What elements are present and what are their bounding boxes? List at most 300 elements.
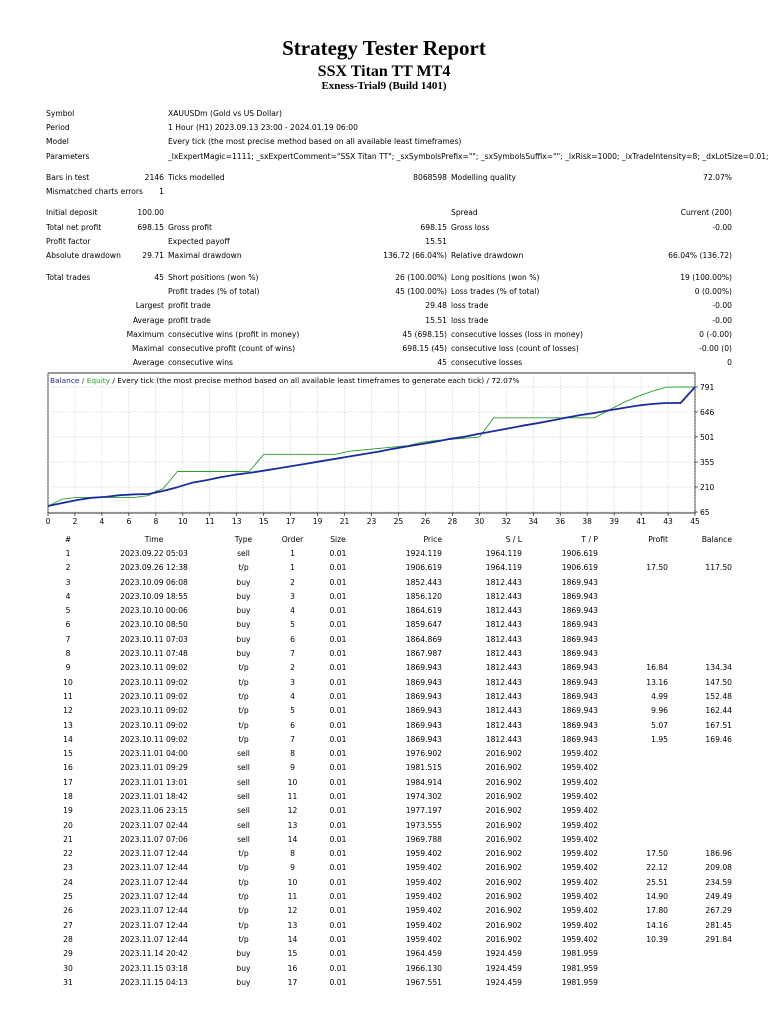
table-cell bbox=[600, 947, 670, 961]
table-cell bbox=[670, 789, 734, 803]
table-cell: t/p bbox=[238, 677, 249, 687]
table-cell: 1869.943 bbox=[561, 663, 598, 673]
table-cell: sell bbox=[237, 820, 250, 830]
table-cell: 1852.443 bbox=[405, 577, 442, 587]
table-cell: 12 bbox=[287, 906, 298, 916]
table-cell: 17 bbox=[63, 777, 73, 787]
trades-header-cell: Time bbox=[144, 534, 164, 544]
table-cell: 147.50 bbox=[705, 677, 732, 687]
table-cell: 2016.902 bbox=[485, 849, 522, 859]
table-cell: 0.01 bbox=[329, 906, 347, 916]
long-positions-label: Long positions (won %) bbox=[451, 272, 540, 282]
table-cell: 2016.902 bbox=[485, 749, 522, 759]
table-cell: 2016.902 bbox=[485, 934, 522, 944]
x-tick-label: 6 bbox=[126, 517, 132, 526]
table-cell bbox=[600, 789, 670, 803]
trades-header-cell: Price bbox=[423, 534, 442, 544]
table-cell: buy bbox=[236, 949, 251, 959]
table-cell: 1856.120 bbox=[405, 591, 442, 601]
table-cell: 2023.11.15 04:13 bbox=[120, 977, 188, 987]
table-cell: 2023.11.07 07:06 bbox=[120, 834, 188, 844]
table-cell: 1959.402 bbox=[405, 934, 442, 944]
trades-table bbox=[44, 532, 734, 990]
table-cell bbox=[670, 646, 734, 660]
table-cell: 1959.402 bbox=[561, 763, 598, 773]
x-tick-label: 21 bbox=[339, 517, 350, 526]
table-cell: 162.44 bbox=[705, 706, 732, 716]
table-cell: 5.07 bbox=[651, 720, 668, 730]
table-cell: 1959.402 bbox=[561, 849, 598, 859]
short-positions-label: Short positions (won %) bbox=[168, 272, 259, 282]
table-cell: 1.95 bbox=[651, 734, 668, 744]
table-cell: 13 bbox=[287, 820, 298, 830]
table-cell: buy bbox=[236, 620, 251, 630]
long-positions-value: 19 (100.00%) bbox=[680, 272, 732, 282]
table-cell: 2 bbox=[290, 663, 295, 673]
profit-trades-row bbox=[44, 284, 734, 298]
table-cell: 1 bbox=[290, 548, 295, 558]
y-tick-label: 646 bbox=[700, 407, 715, 417]
table-cell: 134.34 bbox=[705, 663, 732, 673]
table-cell: sell bbox=[237, 763, 250, 773]
model-label: Model bbox=[46, 137, 69, 147]
table-cell: 1864.619 bbox=[405, 606, 442, 616]
table-cell: 13.16 bbox=[646, 677, 668, 687]
table-cell: 1867.987 bbox=[405, 649, 442, 659]
table-cell: 1869.943 bbox=[405, 734, 442, 744]
table-cell: 16.84 bbox=[646, 663, 668, 673]
table-cell: 1869.943 bbox=[405, 663, 442, 673]
trades-header-row bbox=[44, 532, 734, 546]
table-cell: 0.01 bbox=[329, 977, 347, 987]
total-trades-label: Total trades bbox=[46, 272, 91, 282]
table-cell: 10 bbox=[63, 677, 73, 687]
table-cell: 152.48 bbox=[705, 691, 732, 701]
table-cell: 1812.443 bbox=[485, 577, 522, 587]
table-cell: 2016.902 bbox=[485, 920, 522, 930]
abs-drawdown-value: 29.71 bbox=[142, 251, 164, 261]
table-cell: 14 bbox=[63, 734, 73, 744]
table-cell: 2016.902 bbox=[485, 892, 522, 902]
table-cell: 0.01 bbox=[329, 963, 347, 973]
table-row bbox=[44, 918, 734, 932]
table-cell: 2023.10.10 00:06 bbox=[120, 606, 188, 616]
table-cell: 0.01 bbox=[329, 606, 347, 616]
table-cell: 2023.11.07 12:44 bbox=[120, 877, 188, 887]
profit-trades-value: 45 (100.00%) bbox=[395, 286, 447, 296]
table-cell: 0.01 bbox=[329, 777, 347, 787]
table-cell: 1964.119 bbox=[485, 563, 522, 573]
table-cell: 2016.902 bbox=[485, 906, 522, 916]
avg-consec-losses-value: 0 bbox=[727, 358, 732, 368]
total-trades-row bbox=[44, 270, 734, 284]
model-value: Every tick (the most precise method based on all available least timeframes) bbox=[168, 137, 462, 147]
largest-label: Largest bbox=[135, 301, 164, 311]
table-cell: 1924.119 bbox=[405, 548, 442, 558]
short-positions-value: 26 (100.00%) bbox=[395, 272, 447, 282]
table-cell: 1869.943 bbox=[561, 577, 598, 587]
x-tick-label: 17 bbox=[285, 517, 296, 526]
table-cell: 14.90 bbox=[646, 892, 668, 902]
table-cell: buy bbox=[236, 634, 251, 644]
table-cell: 0.01 bbox=[329, 920, 347, 930]
x-tick-label: 28 bbox=[447, 517, 458, 526]
table-cell bbox=[600, 775, 670, 789]
table-cell: 0.01 bbox=[329, 791, 347, 801]
table-cell: 9 bbox=[65, 663, 71, 673]
gross-loss-label: Gross loss bbox=[451, 222, 490, 232]
quality-value: 72.07% bbox=[703, 172, 732, 182]
y-tick-label: 501 bbox=[700, 432, 715, 442]
table-cell: 13 bbox=[63, 720, 73, 730]
table-cell bbox=[670, 775, 734, 789]
table-cell: 0.01 bbox=[329, 763, 347, 773]
table-cell: 2023.11.06 23:15 bbox=[120, 806, 188, 816]
table-cell: 1924.459 bbox=[485, 949, 522, 959]
table-cell: 0.01 bbox=[329, 691, 347, 701]
table-cell: 0.01 bbox=[329, 849, 347, 859]
table-cell: 12 bbox=[63, 706, 73, 716]
table-cell: 0.01 bbox=[329, 634, 347, 644]
table-cell: 11 bbox=[287, 892, 298, 902]
table-cell: 0.01 bbox=[329, 649, 347, 659]
x-tick-label: 38 bbox=[582, 517, 592, 526]
x-tick-label: 32 bbox=[501, 517, 512, 526]
net-profit-row bbox=[44, 220, 734, 234]
table-cell: 1981.515 bbox=[405, 763, 442, 773]
table-cell: 0.01 bbox=[329, 706, 347, 716]
model-row bbox=[44, 135, 734, 149]
largest-profit-value: 29.48 bbox=[425, 301, 447, 311]
table-cell: 0.01 bbox=[329, 734, 347, 744]
table-row bbox=[44, 575, 734, 589]
table-cell: 24 bbox=[63, 877, 73, 887]
table-cell: 1869.943 bbox=[561, 720, 598, 730]
table-cell: t/p bbox=[238, 706, 249, 716]
table-row bbox=[44, 718, 734, 732]
table-cell: 2023.11.07 12:44 bbox=[120, 920, 188, 930]
table-cell: 1812.443 bbox=[485, 649, 522, 659]
table-cell: t/p bbox=[238, 934, 249, 944]
table-cell: 1 bbox=[290, 563, 295, 573]
table-cell: 13 bbox=[287, 920, 298, 930]
trades-header-cell: Type bbox=[234, 534, 253, 544]
symbol-label: Symbol bbox=[46, 108, 75, 118]
table-cell: 2023.10.11 09:02 bbox=[120, 734, 188, 744]
largest-profit-label: profit trade bbox=[168, 301, 211, 311]
table-cell: 2016.902 bbox=[485, 820, 522, 830]
table-cell: 2016.902 bbox=[485, 777, 522, 787]
table-cell: 25.51 bbox=[646, 877, 668, 887]
avg-consec-wins-label: consecutive wins bbox=[168, 358, 234, 368]
loss-trades-label: Loss trades (% of total) bbox=[451, 286, 540, 296]
maximal-row bbox=[44, 341, 734, 355]
table-cell: 4 bbox=[290, 606, 295, 616]
table-row bbox=[44, 675, 734, 689]
deposit-value: 100.00 bbox=[137, 208, 164, 218]
x-tick-label: 34 bbox=[528, 517, 539, 526]
quality-label: Modelling quality bbox=[451, 172, 517, 182]
table-cell: 16 bbox=[63, 763, 73, 773]
parameters-value: _lxExpertMagic=1111; _sxExpertComment="SSX Titan TT"; _sxSymbolsPrefix=""; _sxSymbolsSuffix=""; _lxRisk=1000; _lxTradeIntensity=8; _dxLotSize=0.01; bbox=[168, 151, 769, 161]
x-tick-label: 39 bbox=[609, 517, 619, 526]
largest-loss-label: loss trade bbox=[451, 301, 489, 311]
table-cell: 14 bbox=[287, 834, 298, 844]
table-cell: 2023.10.11 09:02 bbox=[120, 663, 188, 673]
table-cell: 2 bbox=[290, 577, 295, 587]
maximum-row bbox=[44, 327, 734, 341]
table-cell: 4 bbox=[290, 691, 295, 701]
profit-factor-row bbox=[44, 234, 734, 248]
x-tick-label: 19 bbox=[312, 517, 323, 526]
mxl-consec-loss-label: consecutive loss (count of losses) bbox=[451, 344, 579, 354]
table-cell: 1959.402 bbox=[405, 906, 442, 916]
table-cell: 2023.11.07 12:44 bbox=[120, 906, 188, 916]
table-cell: t/p bbox=[238, 720, 249, 730]
table-cell: 1924.459 bbox=[485, 977, 522, 987]
table-cell: 2023.09.22 05:03 bbox=[120, 548, 188, 558]
table-cell: 1864.869 bbox=[405, 634, 442, 644]
table-cell: t/p bbox=[238, 906, 249, 916]
table-cell: sell bbox=[237, 749, 250, 759]
table-cell bbox=[670, 603, 734, 617]
table-cell: 18 bbox=[63, 791, 73, 801]
table-cell: 29 bbox=[63, 949, 73, 959]
table-cell: 1812.443 bbox=[485, 663, 522, 673]
table-cell: 1959.402 bbox=[561, 863, 598, 873]
ticks-value: 8068598 bbox=[413, 172, 447, 182]
table-cell: 1924.459 bbox=[485, 963, 522, 973]
x-tick-label: 25 bbox=[393, 517, 404, 526]
deposit-row bbox=[44, 206, 734, 220]
table-cell: 7 bbox=[65, 634, 71, 644]
table-cell: 1869.943 bbox=[561, 677, 598, 687]
table-cell: 28 bbox=[63, 934, 73, 944]
table-cell: 2023.11.07 12:44 bbox=[120, 849, 188, 859]
x-tick-label: 15 bbox=[258, 517, 269, 526]
table-row bbox=[44, 889, 734, 903]
table-cell: 234.59 bbox=[705, 877, 732, 887]
table-cell: 1869.943 bbox=[405, 720, 442, 730]
gross-loss-value: -0.00 bbox=[712, 222, 732, 232]
table-cell: 17.50 bbox=[646, 849, 668, 859]
table-cell bbox=[600, 589, 670, 603]
net-profit-value: 698.15 bbox=[137, 222, 164, 232]
table-cell: 1812.443 bbox=[485, 591, 522, 601]
profit-trades-label: Profit trades (% of total) bbox=[168, 286, 260, 296]
table-cell: buy bbox=[236, 977, 251, 987]
mxl-consec-loss-value: -0.00 (0) bbox=[699, 344, 732, 354]
table-cell: 1959.402 bbox=[561, 934, 598, 944]
table-cell: 117.50 bbox=[705, 563, 732, 573]
table-row bbox=[44, 975, 734, 989]
table-cell: 26 bbox=[63, 906, 73, 916]
table-cell: 4 bbox=[65, 591, 71, 601]
table-cell: 3 bbox=[290, 677, 295, 687]
gross-profit-label: Gross profit bbox=[168, 222, 212, 232]
avg-loss-value: -0.00 bbox=[712, 315, 732, 325]
legend-separator: / bbox=[79, 376, 87, 385]
table-cell: 2023.10.09 06:08 bbox=[120, 577, 188, 587]
table-cell: 1812.443 bbox=[485, 677, 522, 687]
expert-name: SSX Titan TT MT4 bbox=[317, 63, 451, 80]
average-consec-row bbox=[44, 356, 734, 370]
table-cell: 1812.443 bbox=[485, 720, 522, 730]
table-cell: 21 bbox=[63, 834, 73, 844]
table-row bbox=[44, 789, 734, 803]
table-cell: sell bbox=[237, 806, 250, 816]
table-cell: 1812.443 bbox=[485, 606, 522, 616]
spread-label: Spread bbox=[451, 208, 478, 218]
trades-header-cell: Profit bbox=[648, 534, 668, 544]
table-cell bbox=[600, 603, 670, 617]
table-cell: 5 bbox=[65, 606, 71, 616]
trades-header-cell: T / P bbox=[581, 534, 598, 544]
x-tick-label: 11 bbox=[204, 517, 215, 526]
table-cell bbox=[670, 818, 734, 832]
table-cell: 20 bbox=[63, 820, 73, 830]
x-tick-label: 43 bbox=[663, 517, 673, 526]
y-tick-label: 210 bbox=[700, 483, 715, 493]
table-row bbox=[44, 704, 734, 718]
table-cell: 6 bbox=[65, 620, 71, 630]
trades-header-cell: Order bbox=[281, 534, 304, 544]
table-cell bbox=[670, 832, 734, 846]
table-cell: sell bbox=[237, 834, 250, 844]
table-cell: 2023.09.26 12:38 bbox=[120, 563, 188, 573]
table-row bbox=[44, 861, 734, 875]
table-cell: 186.96 bbox=[705, 849, 732, 859]
table-cell: 1906.619 bbox=[561, 548, 598, 558]
table-row bbox=[44, 804, 734, 818]
profit-factor-label: Profit factor bbox=[46, 237, 91, 247]
table-cell bbox=[600, 632, 670, 646]
table-cell: 1959.402 bbox=[405, 863, 442, 873]
x-tick-label: 4 bbox=[99, 517, 105, 526]
table-cell: 1959.402 bbox=[405, 849, 442, 859]
table-row bbox=[44, 818, 734, 832]
parameters-row bbox=[44, 149, 734, 163]
deposit-label: Initial deposit bbox=[46, 208, 98, 218]
table-row bbox=[44, 875, 734, 889]
table-cell: 6 bbox=[290, 634, 295, 644]
table-cell: 1906.619 bbox=[405, 563, 442, 573]
table-cell: 2016.902 bbox=[485, 806, 522, 816]
table-cell: t/p bbox=[238, 892, 249, 902]
table-cell: 1869.943 bbox=[561, 606, 598, 616]
table-cell: 1974.302 bbox=[405, 791, 442, 801]
table-cell bbox=[670, 546, 734, 560]
table-cell: 19 bbox=[63, 806, 73, 816]
total-trades-value: 45 bbox=[154, 272, 164, 282]
table-cell: 1959.402 bbox=[405, 920, 442, 930]
net-profit-label: Total net profit bbox=[46, 222, 102, 232]
table-cell: 25 bbox=[63, 892, 73, 902]
table-cell: 167.51 bbox=[705, 720, 732, 730]
table-row bbox=[44, 561, 734, 575]
max-drawdown-label: Maximal drawdown bbox=[168, 251, 242, 261]
balance-equity-chart bbox=[45, 372, 730, 528]
y-tick-label: 355 bbox=[700, 458, 715, 468]
table-cell: 5 bbox=[290, 620, 295, 630]
table-cell: 2023.10.11 07:03 bbox=[120, 634, 188, 644]
table-cell: 2023.11.07 12:44 bbox=[120, 934, 188, 944]
table-cell: 1966.130 bbox=[405, 963, 442, 973]
table-cell: 1976.902 bbox=[405, 749, 442, 759]
table-cell bbox=[670, 575, 734, 589]
table-cell: 169.46 bbox=[705, 734, 732, 744]
table-cell: 1812.443 bbox=[485, 620, 522, 630]
table-cell: 1981.959 bbox=[561, 963, 598, 973]
table-cell: 0.01 bbox=[329, 577, 347, 587]
table-cell: 1859.647 bbox=[405, 620, 442, 630]
table-cell: sell bbox=[237, 548, 250, 558]
table-cell: 0.01 bbox=[329, 820, 347, 830]
loss-trades-value: 0 (0.00%) bbox=[694, 286, 732, 296]
table-cell: 2023.11.15 03:18 bbox=[120, 963, 188, 973]
bars-value: 2146 bbox=[144, 172, 164, 182]
report-title: Strategy Tester Report bbox=[282, 36, 486, 60]
table-cell bbox=[670, 961, 734, 975]
table-cell: t/p bbox=[238, 563, 249, 573]
table-cell: 1812.443 bbox=[485, 691, 522, 701]
mismatched-label: Mismatched charts errors bbox=[46, 187, 143, 197]
table-cell: 0.01 bbox=[329, 806, 347, 816]
table-cell: sell bbox=[237, 777, 250, 787]
table-cell bbox=[600, 804, 670, 818]
table-row bbox=[44, 689, 734, 703]
average-consec-label: Average bbox=[132, 358, 164, 368]
table-row bbox=[44, 746, 734, 760]
table-cell: 10 bbox=[287, 777, 298, 787]
table-cell: 2 bbox=[65, 563, 71, 573]
table-cell: 2023.11.01 13:01 bbox=[120, 777, 188, 787]
table-cell: 1959.402 bbox=[561, 820, 598, 830]
table-cell: 2016.902 bbox=[485, 834, 522, 844]
table-cell: 2023.10.11 09:02 bbox=[120, 706, 188, 716]
mismatched-value: 1 bbox=[159, 187, 164, 197]
table-cell: 2023.10.09 18:55 bbox=[120, 591, 188, 601]
table-cell: 2023.11.01 04:00 bbox=[120, 749, 188, 759]
average-label: Average bbox=[132, 315, 164, 325]
expected-payoff-label: Expected payoff bbox=[168, 237, 230, 247]
table-cell: 0.01 bbox=[329, 548, 347, 558]
table-cell: 17.80 bbox=[646, 906, 668, 916]
table-cell: 2016.902 bbox=[485, 863, 522, 873]
table-cell: 22.12 bbox=[646, 863, 668, 873]
table-cell: 1981.959 bbox=[561, 977, 598, 987]
table-cell bbox=[600, 546, 670, 560]
table-cell: 0.01 bbox=[329, 749, 347, 759]
table-cell: 0.01 bbox=[329, 863, 347, 873]
table-cell: 1869.943 bbox=[405, 677, 442, 687]
table-cell bbox=[600, 618, 670, 632]
table-cell bbox=[670, 804, 734, 818]
x-tick-label: 0 bbox=[45, 517, 51, 526]
table-cell bbox=[600, 575, 670, 589]
table-cell: 23 bbox=[63, 863, 73, 873]
trades-header-cell: # bbox=[64, 534, 72, 544]
table-row bbox=[44, 603, 734, 617]
table-cell: 3 bbox=[65, 577, 71, 587]
x-tick-label: 8 bbox=[153, 517, 159, 526]
drawdown-row bbox=[44, 249, 734, 263]
table-cell bbox=[670, 761, 734, 775]
table-cell: 1869.943 bbox=[561, 591, 598, 601]
table-row bbox=[44, 904, 734, 918]
table-cell: 1812.443 bbox=[485, 734, 522, 744]
chart-legend bbox=[50, 376, 520, 385]
